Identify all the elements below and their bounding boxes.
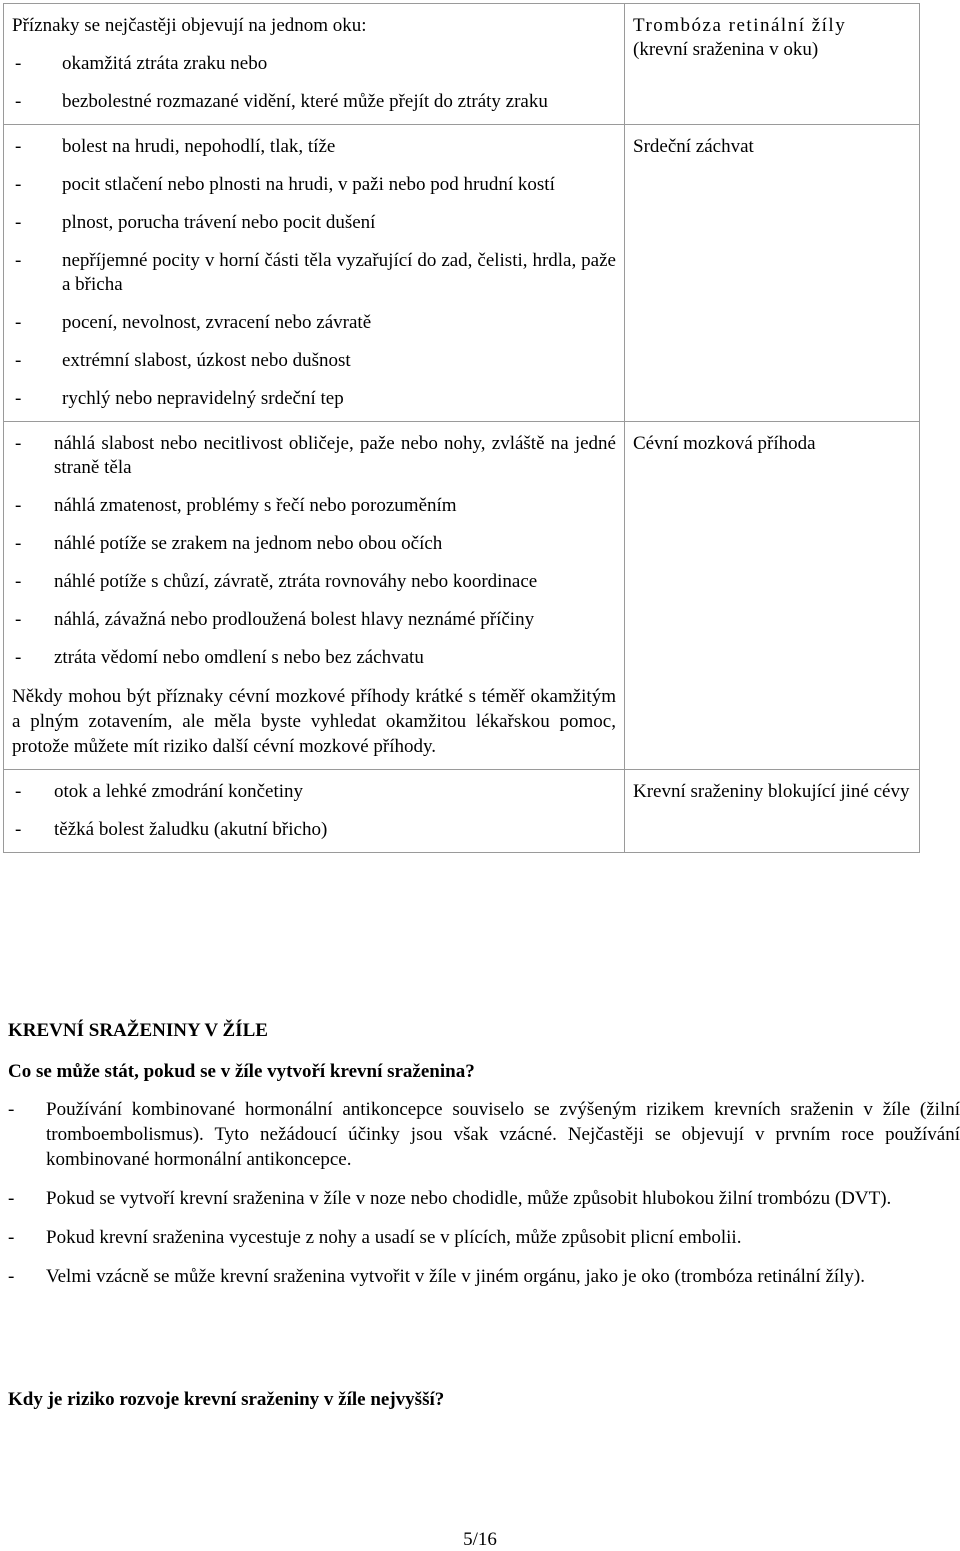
symptom-text: náhlé potíže se zrakem na jednom nebo obou očích	[54, 533, 443, 554]
dash-mark: -	[15, 136, 22, 157]
section-heading: KREVNÍ SRAŽENINY V ŽÍLE	[8, 1020, 268, 1041]
symptom-text: extrémní slabost, úzkost nebo dušnost	[62, 350, 351, 371]
symptom-text: náhlá slabost nebo necitlivost obličeje, paže nebo nohy, zvláště na jedné straně těla	[54, 433, 616, 478]
stroke-note: Někdy mohou být příznaky cévní mozkové příhody krátké s téměř okamžitým a plným zotavením, ale měla byste vyhledat okamžitou lékařskou pomoc, protože můžete mít riziko další cévní mozkové příhody.	[12, 686, 616, 757]
list-item	[12, 646, 616, 670]
dash-mark: -	[15, 781, 22, 802]
symptom-text: náhlá, závažná nebo prodloužená bolest hlavy neznámé příčiny	[54, 609, 535, 630]
symptoms-cell	[4, 125, 625, 422]
symptom-list	[12, 52, 616, 114]
condition-cell	[625, 422, 920, 770]
list-item	[12, 90, 616, 114]
paragraph-text: Používání kombinované hormonální antikoncepce souviselo se zvýšeným rizikem krevních sraženin v žíle (žilní tromboembolismus). Tyto nežádoucí účinky jsou však vzácné. Nejčastěji se objevují v prvním roce používání kombinované hormonální antikoncepce.	[46, 1099, 960, 1170]
dash-mark: -	[15, 533, 22, 554]
symptoms-table	[3, 3, 920, 853]
list-item	[12, 432, 616, 480]
symptom-text: ztráta vědomí nebo omdlení s nebo bez záchvatu	[54, 647, 424, 668]
dash-mark: -	[15, 350, 22, 371]
symptoms-cell	[4, 770, 625, 853]
list-item	[12, 173, 616, 197]
table-row	[4, 125, 920, 422]
symptom-text: nepříjemné pocity v horní části těla vyzařující do zad, čelisti, hrdla, paže a břicha	[62, 250, 616, 295]
dash-mark: -	[15, 433, 22, 454]
symptom-text: pocení, nevolnost, zvracení nebo závratě	[62, 312, 372, 333]
dash-mark: -	[8, 1266, 15, 1287]
dash-mark: -	[8, 1227, 15, 1248]
symptoms-cell	[4, 422, 625, 770]
row-intro: Příznaky se nejčastěji objevují na jednom oku:	[12, 15, 367, 36]
condition-label: Krevní sraženiny blokující jiné cévy	[633, 781, 910, 802]
table-row	[4, 4, 920, 125]
list-item	[8, 1186, 960, 1211]
list-item	[8, 1264, 960, 1289]
dash-mark: -	[15, 819, 22, 840]
list-item	[8, 1097, 960, 1172]
condition-label-line1: Trombóza retinální žíly	[633, 15, 847, 36]
section-question-2: Kdy je riziko rozvoje krevní sraženiny v žíle nejvyšší?	[8, 1389, 445, 1410]
list-item	[12, 249, 616, 297]
symptom-list	[12, 780, 616, 842]
paragraph-text: Pokud krevní sraženina vycestuje z nohy a usadí se v plících, může způsobit plicní embolii.	[46, 1227, 742, 1248]
table-row	[4, 422, 920, 770]
symptom-list	[12, 135, 616, 411]
dash-mark: -	[15, 647, 22, 668]
table-row	[4, 770, 920, 853]
symptom-text: těžká bolest žaludku (akutní břicho)	[54, 819, 328, 840]
dash-mark: -	[15, 495, 22, 516]
list-item	[12, 532, 616, 556]
symptom-text: náhlá zmatenost, problémy s řečí nebo porozuměním	[54, 495, 457, 516]
condition-label: Srdeční záchvat	[633, 136, 754, 157]
list-item	[12, 52, 616, 76]
symptom-text: okamžitá ztráta zraku nebo	[62, 53, 268, 74]
dash-mark: -	[15, 312, 22, 333]
section-list	[8, 1097, 960, 1303]
condition-label: Cévní mozková příhoda	[633, 433, 816, 454]
symptom-text: bolest na hrudi, nepohodlí, tlak, tíže	[62, 136, 336, 157]
symptom-text: bezbolestné rozmazané vidění, které může přejít do ztráty zraku	[62, 91, 548, 112]
dash-mark: -	[15, 388, 22, 409]
list-item	[8, 1225, 960, 1250]
list-item	[12, 211, 616, 235]
paragraph-text: Velmi vzácně se může krevní sraženina vytvořit v žíle v jiném orgánu, jako je oko (trombóza retinální žíly).	[46, 1266, 866, 1287]
page-number: 5/16	[463, 1529, 497, 1550]
dash-mark: -	[15, 609, 22, 630]
condition-cell	[625, 125, 920, 422]
list-item	[12, 608, 616, 632]
condition-cell	[625, 4, 920, 125]
symptom-text: otok a lehké zmodrání končetiny	[54, 781, 304, 802]
symptom-text: náhlé potíže s chůzí, závratě, ztráta rovnováhy nebo koordinace	[54, 571, 538, 592]
dash-mark: -	[8, 1188, 15, 1209]
dash-mark: -	[15, 571, 22, 592]
list-item	[12, 818, 616, 842]
dash-mark: -	[15, 53, 22, 74]
section-question: Co se může stát, pokud se v žíle vytvoří krevní sraženina?	[8, 1061, 475, 1082]
list-item	[12, 135, 616, 159]
dash-mark: -	[8, 1099, 15, 1120]
dash-mark: -	[15, 174, 22, 195]
list-item	[12, 387, 616, 411]
list-item	[12, 311, 616, 335]
list-item	[12, 570, 616, 594]
condition-label-line2: (krevní sraženina v oku)	[633, 39, 819, 60]
symptom-text: pocit stlačení nebo plnosti na hrudi, v paži nebo pod hrudní kostí	[62, 174, 555, 195]
list-item	[12, 494, 616, 518]
symptoms-cell	[4, 4, 625, 125]
dash-mark: -	[15, 212, 22, 233]
symptom-text: rychlý nebo nepravidelný srdeční tep	[62, 388, 344, 409]
dash-mark: -	[15, 250, 22, 271]
symptom-list	[12, 432, 616, 670]
list-item	[12, 349, 616, 373]
paragraph-text: Pokud se vytvoří krevní sraženina v žíle v noze nebo chodidle, může způsobit hlubokou žilní trombózu (DVT).	[46, 1188, 892, 1209]
dash-mark: -	[15, 91, 22, 112]
symptom-text: plnost, porucha trávení nebo pocit dušení	[62, 212, 376, 233]
condition-cell	[625, 770, 920, 853]
list-item	[12, 780, 616, 804]
